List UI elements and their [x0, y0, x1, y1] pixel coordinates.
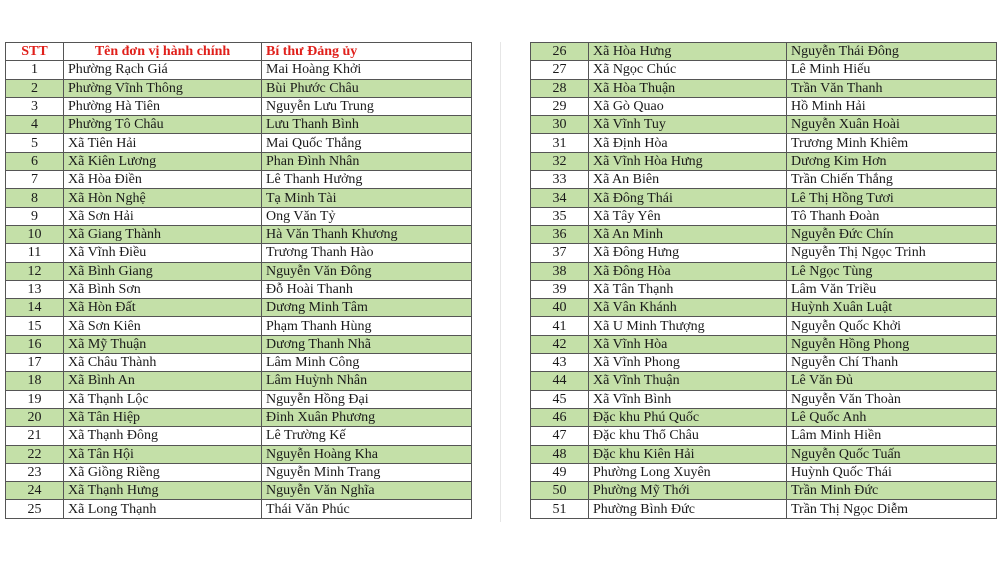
stt-cell: 20	[6, 408, 64, 426]
unit-cell: Xã Mỹ Thuận	[64, 335, 262, 353]
unit-cell: Phường Bình Đức	[589, 500, 787, 518]
secretary-cell: Lê Trường Kế	[262, 427, 472, 445]
stt-cell: 26	[531, 43, 589, 61]
secretary-cell: Lê Quốc Anh	[787, 408, 997, 426]
unit-cell: Xã Tây Yên	[589, 207, 787, 225]
stt-cell: 18	[6, 372, 64, 390]
right-table	[530, 42, 997, 519]
unit-cell: Xã An Minh	[589, 225, 787, 243]
unit-cell: Xã Hòa Hưng	[589, 43, 787, 61]
secretary-cell: Tô Thanh Đoàn	[787, 207, 997, 225]
table-row	[531, 335, 997, 353]
unit-cell: Xã Vĩnh Phong	[589, 354, 787, 372]
stt-cell: 28	[531, 79, 589, 97]
stt-cell: 40	[531, 299, 589, 317]
secretary-cell: Nguyễn Xuân Hoài	[787, 116, 997, 134]
unit-cell: Xã Bình Giang	[64, 262, 262, 280]
left-table	[5, 42, 472, 519]
table-row	[6, 500, 472, 518]
table-row	[6, 390, 472, 408]
stt-cell: 41	[531, 317, 589, 335]
table-row	[531, 408, 997, 426]
secretary-cell: Lê Minh Hiếu	[787, 61, 997, 79]
table-row	[531, 463, 997, 481]
secretary-cell: Nguyễn Thái Đông	[787, 43, 997, 61]
secretary-cell: Tạ Minh Tài	[262, 189, 472, 207]
secretary-cell: Lê Văn Đủ	[787, 372, 997, 390]
table-row	[6, 152, 472, 170]
unit-cell: Xã Định Hòa	[589, 134, 787, 152]
secretary-cell: Hồ Minh Hải	[787, 97, 997, 115]
unit-cell: Xã Hòn Nghệ	[64, 189, 262, 207]
secretary-cell: Lâm Minh Hiền	[787, 427, 997, 445]
unit-cell: Xã Đông Hòa	[589, 262, 787, 280]
stt-cell: 48	[531, 445, 589, 463]
table-row	[6, 244, 472, 262]
secretary-cell: Nguyễn Hồng Đại	[262, 390, 472, 408]
table-row	[531, 445, 997, 463]
secretary-cell: Trần Minh Đức	[787, 482, 997, 500]
header-unit: Tên đơn vị hành chính	[64, 43, 262, 61]
stt-cell: 12	[6, 262, 64, 280]
unit-cell: Đặc khu Thổ Châu	[589, 427, 787, 445]
table-row	[6, 262, 472, 280]
unit-cell: Xã Vĩnh Bình	[589, 390, 787, 408]
secretary-cell: Đỗ Hoài Thanh	[262, 280, 472, 298]
unit-cell: Phường Tô Châu	[64, 116, 262, 134]
table-row	[6, 335, 472, 353]
unit-cell: Xã U Minh Thượng	[589, 317, 787, 335]
table-row	[531, 280, 997, 298]
unit-cell: Phường Hà Tiên	[64, 97, 262, 115]
table-row	[6, 116, 472, 134]
unit-cell: Đặc khu Kiên Hải	[589, 445, 787, 463]
stt-cell: 47	[531, 427, 589, 445]
secretary-cell: Thái Văn Phúc	[262, 500, 472, 518]
secretary-cell: Huỳnh Xuân Luật	[787, 299, 997, 317]
stt-cell: 32	[531, 152, 589, 170]
stt-cell: 43	[531, 354, 589, 372]
secretary-cell: Nguyễn Đức Chín	[787, 225, 997, 243]
table-row	[531, 317, 997, 335]
unit-cell: Xã Hòa Thuận	[589, 79, 787, 97]
header-row	[6, 43, 472, 61]
secretary-cell: Nguyễn Quốc Khởi	[787, 317, 997, 335]
stt-cell: 4	[6, 116, 64, 134]
unit-cell: Xã Kiên Lương	[64, 152, 262, 170]
stt-cell: 17	[6, 354, 64, 372]
unit-cell: Phường Mỹ Thới	[589, 482, 787, 500]
table-row	[6, 207, 472, 225]
table-row	[6, 225, 472, 243]
stt-cell: 16	[6, 335, 64, 353]
secretary-cell: Trần Thị Ngọc Diễm	[787, 500, 997, 518]
unit-cell: Xã Vĩnh Thuận	[589, 372, 787, 390]
unit-cell: Phường Vĩnh Thông	[64, 79, 262, 97]
secretary-cell: Trương Minh Khiêm	[787, 134, 997, 152]
table-row	[531, 97, 997, 115]
table-row	[531, 225, 997, 243]
left-table-body	[6, 61, 472, 518]
unit-cell: Xã Giồng Riềng	[64, 463, 262, 481]
table-row	[531, 299, 997, 317]
table-row	[531, 116, 997, 134]
stt-cell: 23	[6, 463, 64, 481]
secretary-cell: Nguyễn Văn Nghĩa	[262, 482, 472, 500]
unit-cell: Xã Vĩnh Hòa Hưng	[589, 152, 787, 170]
table-row	[531, 79, 997, 97]
stt-cell: 39	[531, 280, 589, 298]
secretary-cell: Dương Kim Hơn	[787, 152, 997, 170]
table-row	[531, 189, 997, 207]
table-row	[6, 445, 472, 463]
table-row	[6, 482, 472, 500]
secretary-cell: Nguyễn Văn Đông	[262, 262, 472, 280]
unit-cell: Xã Long Thạnh	[64, 500, 262, 518]
secretary-cell: Mai Quốc Thắng	[262, 134, 472, 152]
unit-cell: Xã Tân Hiệp	[64, 408, 262, 426]
unit-cell: Xã Đông Hưng	[589, 244, 787, 262]
table-row	[6, 97, 472, 115]
table-row	[531, 207, 997, 225]
stt-cell: 2	[6, 79, 64, 97]
stt-cell: 7	[6, 171, 64, 189]
unit-cell: Xã Hòn Đất	[64, 299, 262, 317]
secretary-cell: Lâm Huỳnh Nhân	[262, 372, 472, 390]
stt-cell: 37	[531, 244, 589, 262]
header-secretary: Bí thư Đảng ủy	[262, 43, 472, 61]
table-row	[6, 61, 472, 79]
secretary-cell: Phạm Thanh Hùng	[262, 317, 472, 335]
table-row	[6, 299, 472, 317]
unit-cell: Xã Vĩnh Điều	[64, 244, 262, 262]
unit-cell: Đặc khu Phú Quốc	[589, 408, 787, 426]
table-row	[531, 171, 997, 189]
stt-cell: 30	[531, 116, 589, 134]
table-row	[6, 463, 472, 481]
table-row	[531, 500, 997, 518]
secretary-cell: Nguyễn Lưu Trung	[262, 97, 472, 115]
secretary-cell: Đinh Xuân Phương	[262, 408, 472, 426]
secretary-cell: Nguyễn Quốc Tuấn	[787, 445, 997, 463]
unit-cell: Xã Thạnh Lộc	[64, 390, 262, 408]
stt-cell: 45	[531, 390, 589, 408]
table-row	[531, 372, 997, 390]
stt-cell: 13	[6, 280, 64, 298]
table-row	[6, 408, 472, 426]
unit-cell: Xã Thạnh Đông	[64, 427, 262, 445]
secretary-cell: Lê Thanh Hưởng	[262, 171, 472, 189]
unit-cell: Xã Vân Khánh	[589, 299, 787, 317]
unit-cell: Xã Gò Quao	[589, 97, 787, 115]
unit-cell: Phường Long Xuyên	[589, 463, 787, 481]
secretary-cell: Nguyễn Thị Ngọc Trinh	[787, 244, 997, 262]
stt-cell: 24	[6, 482, 64, 500]
secretary-cell: Huỳnh Quốc Thái	[787, 463, 997, 481]
secretary-cell: Ong Văn Tỷ	[262, 207, 472, 225]
secretary-cell: Lâm Minh Công	[262, 354, 472, 372]
stt-cell: 9	[6, 207, 64, 225]
stt-cell: 21	[6, 427, 64, 445]
stt-cell: 8	[6, 189, 64, 207]
table-row	[531, 354, 997, 372]
column-divider	[500, 42, 501, 522]
table-row	[531, 43, 997, 61]
unit-cell: Xã Giang Thành	[64, 225, 262, 243]
secretary-cell: Nguyễn Chí Thanh	[787, 354, 997, 372]
right-table-body	[531, 43, 997, 519]
secretary-cell: Dương Minh Tâm	[262, 299, 472, 317]
header-stt: STT	[6, 43, 64, 61]
secretary-cell: Mai Hoàng Khởi	[262, 61, 472, 79]
stt-cell: 25	[6, 500, 64, 518]
stt-cell: 34	[531, 189, 589, 207]
stt-cell: 31	[531, 134, 589, 152]
stt-cell: 46	[531, 408, 589, 426]
secretary-cell: Dương Thanh Nhã	[262, 335, 472, 353]
table-row	[6, 171, 472, 189]
table-row	[6, 427, 472, 445]
unit-cell: Xã Bình An	[64, 372, 262, 390]
stt-cell: 5	[6, 134, 64, 152]
table-row	[531, 390, 997, 408]
stt-cell: 27	[531, 61, 589, 79]
secretary-cell: Bùi Phước Châu	[262, 79, 472, 97]
unit-cell: Xã Tân Hội	[64, 445, 262, 463]
table-row	[6, 280, 472, 298]
unit-cell: Xã Sơn Hải	[64, 207, 262, 225]
stt-cell: 19	[6, 390, 64, 408]
table-row	[531, 61, 997, 79]
table-row	[531, 152, 997, 170]
secretary-cell: Hà Văn Thanh Khương	[262, 225, 472, 243]
stt-cell: 15	[6, 317, 64, 335]
unit-cell: Xã Thạnh Hưng	[64, 482, 262, 500]
unit-cell: Xã Tiên Hải	[64, 134, 262, 152]
table-row	[6, 189, 472, 207]
secretary-cell: Lâm Văn Triều	[787, 280, 997, 298]
table-row	[531, 244, 997, 262]
stt-cell: 51	[531, 500, 589, 518]
secretary-cell: Trương Thanh Hào	[262, 244, 472, 262]
unit-cell: Xã Bình Sơn	[64, 280, 262, 298]
secretary-cell: Nguyễn Văn Thoàn	[787, 390, 997, 408]
secretary-cell: Trần Văn Thanh	[787, 79, 997, 97]
stt-cell: 36	[531, 225, 589, 243]
stt-cell: 49	[531, 463, 589, 481]
unit-cell: Xã Ngọc Chúc	[589, 61, 787, 79]
unit-cell: Xã Đông Thái	[589, 189, 787, 207]
unit-cell: Xã Châu Thành	[64, 354, 262, 372]
secretary-cell: Lưu Thanh Bình	[262, 116, 472, 134]
unit-cell: Xã An Biên	[589, 171, 787, 189]
table-row	[531, 482, 997, 500]
unit-cell: Xã Hòa Điền	[64, 171, 262, 189]
table-row	[6, 372, 472, 390]
table-row	[6, 134, 472, 152]
stt-cell: 10	[6, 225, 64, 243]
stt-cell: 3	[6, 97, 64, 115]
table-row	[6, 79, 472, 97]
secretary-cell: Lê Thị Hồng Tươi	[787, 189, 997, 207]
table-row	[531, 134, 997, 152]
secretary-cell: Nguyễn Minh Trang	[262, 463, 472, 481]
unit-cell: Xã Vĩnh Hòa	[589, 335, 787, 353]
stt-cell: 38	[531, 262, 589, 280]
unit-cell: Xã Tân Thạnh	[589, 280, 787, 298]
stt-cell: 14	[6, 299, 64, 317]
table-row	[6, 317, 472, 335]
stt-cell: 22	[6, 445, 64, 463]
stt-cell: 6	[6, 152, 64, 170]
secretary-cell: Lê Ngọc Tùng	[787, 262, 997, 280]
stt-cell: 44	[531, 372, 589, 390]
stt-cell: 29	[531, 97, 589, 115]
secretary-cell: Nguyễn Hồng Phong	[787, 335, 997, 353]
table-row	[531, 427, 997, 445]
stt-cell: 50	[531, 482, 589, 500]
stt-cell: 35	[531, 207, 589, 225]
stt-cell: 11	[6, 244, 64, 262]
table-row	[6, 354, 472, 372]
unit-cell: Xã Vĩnh Tuy	[589, 116, 787, 134]
stt-cell: 33	[531, 171, 589, 189]
secretary-cell: Phan Đình Nhân	[262, 152, 472, 170]
unit-cell: Xã Sơn Kiên	[64, 317, 262, 335]
stt-cell: 1	[6, 61, 64, 79]
secretary-cell: Trần Chiến Thắng	[787, 171, 997, 189]
unit-cell: Phường Rạch Giá	[64, 61, 262, 79]
table-row	[531, 262, 997, 280]
stt-cell: 42	[531, 335, 589, 353]
secretary-cell: Nguyễn Hoàng Kha	[262, 445, 472, 463]
